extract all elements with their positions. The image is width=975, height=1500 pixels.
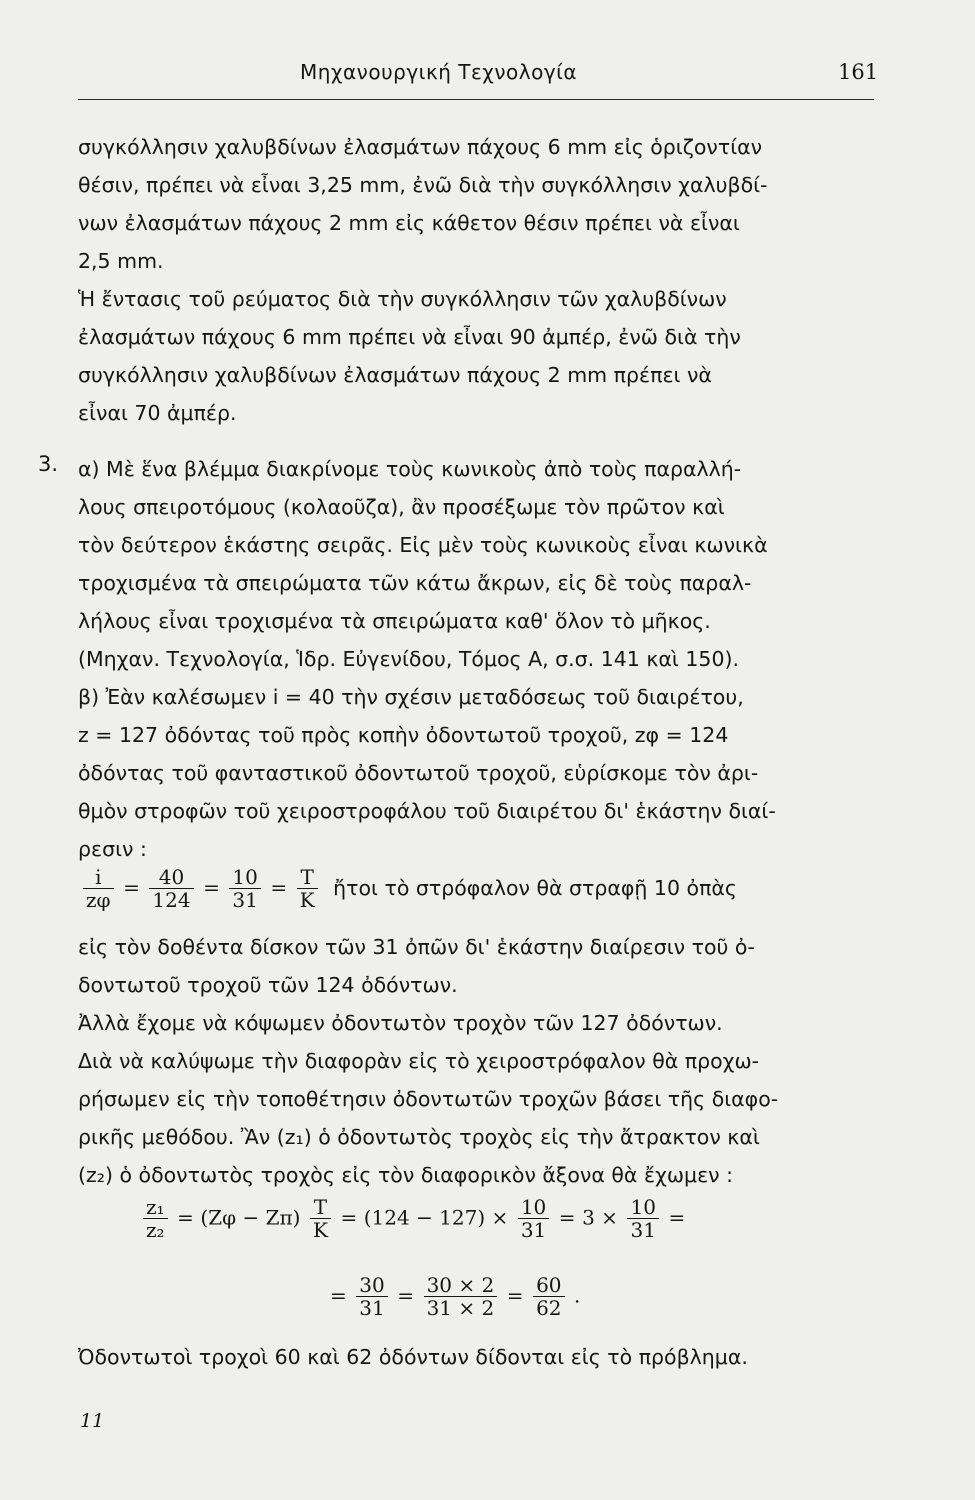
text-line: 2,5 mm. (78, 249, 164, 273)
text-line: ρήσωμεν εἰς τὴν τοποθέτησιν ὀδοντωτῶν τροχῶν βάσει τῆς διαφο- (78, 1087, 779, 1111)
text-line: νων ἐλασμάτων πάχους 2 mm εἰς κάθετον θέσιν πρέπει νὰ εἶναι (78, 211, 740, 235)
page-number: 161 (838, 60, 879, 84)
text-line: (z₂) ὁ ὀδοντωτὸς τροχὸς εἰς τὸν διαφορικὸν ἄξονα θὰ ἔχωμεν : (78, 1163, 734, 1187)
fraction: $\frac{60}{62}$ (533, 1274, 564, 1319)
paragraph-after-formula (78, 928, 878, 1004)
fraction: $\frac{\text{z₁}}{\text{z₂}}$ (143, 1196, 168, 1241)
formula-indexing-ratio: $\frac{i}{z\varphi}$ = $\frac{40}{124}$ = $\frac{10}{31}$ = $\frac{T}{K}$ ἤτοι τὸ στρόφαλον θὰ στραφῇ 10 ὀπὰς (80, 866, 737, 911)
text-line: θμὸν στροφῶν τοῦ χειροστροφάλου τοῦ διαιρέτου δι' ἑκάστην διαί- (78, 799, 776, 823)
text-line: ἐλασμάτων πάχους 6 mm πρέπει νὰ εἶναι 90 ἀμπέρ, ἐνῶ διὰ τὴν (78, 325, 741, 349)
text-line: ρεσιν : (78, 837, 147, 861)
text-line: z = 127 ὀδόντας τοῦ πρὸς κοπὴν ὀδοντωτοῦ τροχοῦ, zφ = 124 (78, 723, 729, 747)
paragraph-differential-method (78, 1004, 878, 1194)
text-line: Ἀλλὰ ἔχομε νὰ κόψωμεν ὀδοντωτὸν τροχὸν τῶν 127 ὀδόντων. (78, 1011, 723, 1035)
text-line: α) Μὲ ἕνα βλέμμα διακρίνομε τοὺς κωνικοὺς ἀπὸ τοὺς παραλλή- (78, 457, 742, 481)
paragraph-part-a (78, 450, 878, 678)
fraction: $\frac{T}{K}$ (297, 866, 318, 911)
text-line: εἶναι 70 ἀμπέρ. (78, 401, 237, 425)
fraction: $\frac{10}{31}$ (518, 1196, 549, 1241)
fraction: $\frac{30 \times 2}{31 \times 2}$ (424, 1274, 498, 1319)
fraction: $\frac{T}{K}$ (310, 1196, 331, 1241)
paragraph-conclusion (78, 1338, 878, 1376)
formula-tail: ἤτοι τὸ στρόφαλον θὰ στραφῇ 10 ὀπὰς (333, 875, 737, 900)
text-line: ὀδόντας τοῦ φανταστικοῦ ὀδοντωτοῦ τροχοῦ, εὑρίσκομε τὸν ἀρι- (78, 761, 759, 785)
text-line: δοντωτοῦ τροχοῦ τῶν 124 ὀδόντων. (78, 973, 458, 997)
running-title: Μηχανουργική Τεχνολογία (300, 60, 578, 84)
text-line: Ὀδοντωτοὶ τροχοὶ 60 καὶ 62 ὀδόντων δίδονται εἰς τὸ πρόβλημα. (78, 1345, 748, 1369)
formula-result: = $\frac{30}{31}$ = $\frac{30 \times 2}{31 \times 2}$ = $\frac{60}{62}$ . (330, 1273, 581, 1320)
text-line: Ἡ ἔντασις τοῦ ρεύματος διὰ τὴν συγκόλλησιν τῶν χαλυβδίνων (78, 287, 727, 311)
header-rule (78, 99, 874, 100)
fraction: $\frac{10}{31}$ (229, 866, 260, 911)
item-number: 3. (38, 452, 59, 476)
text-line: (Μηχαν. Τεχνολογία, Ἱδρ. Εὐγενίδου, Τόμος Α, σ.σ. 141 καὶ 150). (78, 647, 740, 671)
text-line: τροχισμένα τὰ σπειρώματα τῶν κάτω ἄκρων, εἰς δὲ τοὺς παραλ- (78, 571, 752, 595)
fraction: $\frac{10}{31}$ (627, 1196, 658, 1241)
text-line: εἰς τὸν δοθέντα δίσκον τῶν 31 ὀπῶν δι' ἑκάστην διαίρεσιν τοῦ ὀ- (78, 935, 755, 959)
fraction: $\frac{40}{124}$ (149, 866, 193, 911)
formula-gear-ratio: $\frac{\text{z₁}}{\text{z₂}}$ = (Zφ − Zπ) $\frac{T}{K}$ = (124 − 127) × $\frac{10}{31}$ = 3 × $\frac{10}{31}$ = (140, 1196, 685, 1241)
text-line: συγκόλλησιν χαλυβδίνων ἐλασμάτων πάχους 6 mm εἰς ὁριζοντίαν (78, 135, 763, 159)
text-line: Διὰ νὰ καλύψωμε τὴν διαφορὰν εἰς τὸ χειροστρόφαλον θὰ προχω- (78, 1049, 760, 1073)
text-line: λους σπειροτόμους (κολαοῦζα), ἂν προσέξωμε τὸν πρῶτον καὶ (78, 495, 725, 519)
text-line: ρικῆς μεθόδου. Ἂν (z₁) ὁ ὀδοντωτὸς τροχὸς εἰς τὴν ἄτρακτον καὶ (78, 1125, 760, 1149)
fraction: $\frac{30}{31}$ (356, 1274, 387, 1319)
fraction: $\frac{i}{z\varphi}$ (83, 866, 114, 911)
text-line: β) Ἐὰν καλέσωμεν i = 40 τὴν σχέσιν μεταδόσεως τοῦ διαιρέτου, (78, 685, 744, 709)
paragraph-current-intensity (78, 280, 878, 432)
text-line: συγκόλλησιν χαλυβδίνων ἐλασμάτων πάχους 2 mm πρέπει νὰ (78, 363, 712, 387)
paragraph-part-b (78, 678, 878, 868)
signature-mark: 11 (80, 1410, 105, 1432)
paragraph-electrode-diameter (78, 128, 878, 280)
text-line: θέσιν, πρέπει νὰ εἶναι 3,25 mm, ἐνῶ διὰ τὴν συγκόλλησιν χαλυβδί- (78, 173, 768, 197)
text-line: λήλους εἶναι τροχισμένα τὰ σπειρώματα καθ' ὅλον τὸ μῆκος. (78, 609, 711, 633)
text-line: τὸν δεύτερον ἑκάστης σειρᾶς. Εἰς μὲν τοὺς κωνικοὺς εἶναι κωνικὰ (78, 533, 768, 557)
